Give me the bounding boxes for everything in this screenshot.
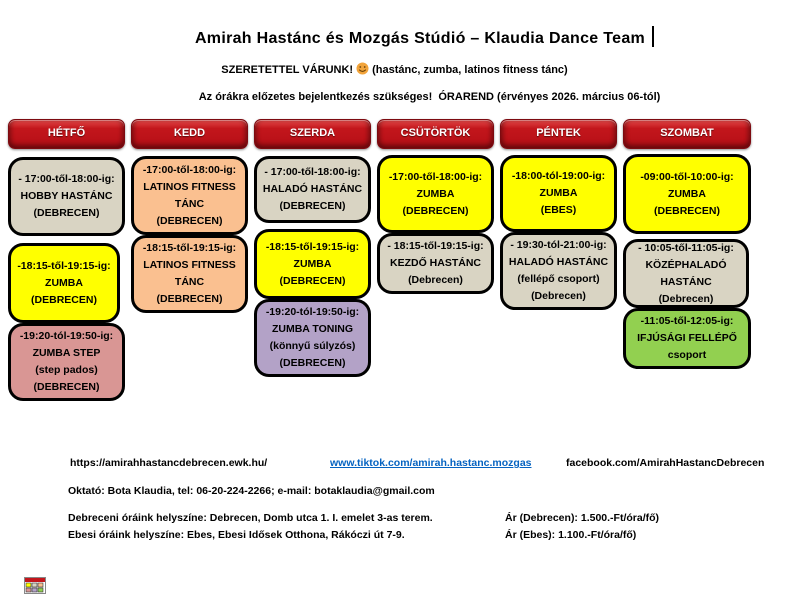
card-text-line: (DEBRECEN) [279,200,346,212]
card-text-line: -18:15-től-19:15-ig: [265,240,360,253]
instructor-contact: Oktató: Bota Klaudia, tel: 06-20-224-2266; e-mail: botaklaudia@gmail.com [68,485,435,497]
class-card [8,323,125,401]
tiktok-link[interactable]: www.tiktok.com/amirah.hastanc.mozgas [330,457,532,469]
class-card [623,154,751,234]
card-text-line: ZUMBA TONING [271,323,354,335]
card-text-line: -11:05-től-12:05-ig: [640,315,734,327]
card-text-line: -18:15-től-19:15-ig: [142,242,237,254]
card-text-line: -17:00-től-18:00-ig: [388,170,483,183]
card-text-line: - 18:15-től-19:15-ig: [387,240,484,252]
class-card [254,156,371,223]
welcome-row [0,62,789,78]
card-text-line: ZUMBA [416,187,455,200]
day-column [623,119,751,369]
class-card [623,308,751,369]
class-card [377,233,494,294]
welcome-note: (hastánc, zumba, latinos fitness tánc) [372,64,568,76]
card-text-line: (DEBRECEN) [279,357,346,369]
card-text-line: - 10:05-től-11:05-ig: [638,241,734,254]
class-card [623,239,749,308]
price-ebes: Ár (Ebes): 1.100.-Ft/óra/fő) [505,529,637,541]
card-text-line: KÖZÉPHALADÓ [645,258,727,271]
card-text-line: (könnyű súlyzós) [269,340,356,352]
card-text-line: -19:20-tól-19:50-ig: [265,306,360,318]
card-text-line: HALADÓ HASTÁNC [262,183,363,195]
website-link: https://amirahhastancdebrecen.ewk.hu/ [70,457,268,469]
card-text-line: LATINOS FITNESS [143,180,236,193]
card-text-line: ZUMBA STEP [32,347,101,359]
card-text-line: HOBBY HASTÁNC [20,190,113,202]
schedule-grid [8,119,751,401]
card-text-line: HALADÓ HASTÁNC [508,256,609,268]
card-text-line: (DEBRECEN) [33,381,100,393]
card-text-line: IFJÚSÁGI FELLÉPŐ [637,332,737,344]
card-text-line: (DEBRECEN) [156,214,223,227]
card-text-line: (EBES) [540,204,577,216]
card-text-line: (DEBRECEN) [654,204,720,217]
day-header-button: HÉTFŐ [8,119,125,149]
card-text-line: - 17:00-től-18:00-ig: [18,173,115,185]
card-text-line: (Debrecen) [531,290,586,302]
card-text-line: csoport [667,349,707,361]
price-debrecen: Ár (Debrecen): 1.500.-Ft/óra/fő) [505,512,660,524]
day-column [131,119,248,313]
class-card [254,299,371,377]
card-text-line: -18:15-től-19:15-ig: [17,259,111,272]
card-text-line: -09:00-től-10:00-ig: [640,170,734,183]
class-card [377,155,494,233]
info-row: Az órákra előzetes bejelentkezés szükséges! ÓRAREND (érvényes 2026. március 06-tól) [198,91,661,103]
class-card [8,157,125,236]
card-text-line: - 19:30-tól-21:00-ig: [510,239,607,251]
card-text-line: (Debrecen) [658,292,714,305]
class-card [131,156,248,235]
page-title-row [30,26,789,48]
page-title: Amirah Hastánc és Mozgás Stúdió – Klaudia Dance Team [194,30,646,47]
day-column [500,119,617,310]
card-text-line: (DEBRECEN) [31,293,97,306]
day-header-button: CSÜTÖRTÖK [377,119,494,149]
card-text-line: TÁNC [174,276,205,288]
class-card [254,229,371,299]
location-ebes: Ebesi óráink helyszíne: Ebes, Ebesi Idősek Otthona, Rákóczi út 7-9. [68,529,405,541]
class-card [500,232,617,310]
card-text-line: - 17:00-től-18:00-ig: [264,166,361,178]
day-column [377,119,494,294]
card-text-line: ZUMBA [539,187,578,199]
day-column [8,119,125,401]
class-card [131,235,248,313]
location-debrecen: Debreceni óráink helyszíne: Debrecen, Domb utca 1. I. emelet 3-as terem. [68,512,433,524]
smiley-face-icon [356,62,369,78]
card-text-line: -19:20-tól-19:50-ig: [19,330,114,342]
class-card [8,243,120,323]
card-text-line: HASTÁNC [660,275,712,288]
card-text-line: TÁNC [174,197,205,210]
card-text-line: (fellépő csoport) [517,273,600,285]
day-header-button: SZERDA [254,119,371,149]
card-text-line: (DEBRECEN) [33,207,100,219]
card-text-line: (DEBRECEN) [279,274,346,287]
facebook-link: facebook.com/AmirahHastancDebrecen [566,457,765,469]
card-text-line: -18:00-tól-19:00-ig: [511,170,606,182]
day-header-button: KEDD [131,119,248,149]
text-cursor-bar [652,26,654,47]
card-text-line: -17:00-től-18:00-ig: [142,163,237,176]
day-header-button: PÉNTEK [500,119,617,149]
card-text-line: (DEBRECEN) [402,204,469,217]
day-column [254,119,371,377]
card-text-line: (Debrecen) [408,274,463,286]
card-text-line: KEZDŐ HASTÁNC [390,257,481,269]
card-text-line: LATINOS FITNESS [143,259,236,271]
class-card [500,155,617,232]
card-text-line: (step pados) [35,364,98,376]
card-text-line: ZUMBA [668,187,706,200]
card-text-line: ZUMBA [45,276,83,289]
day-header-button: SZOMBAT [623,119,751,149]
card-text-line: ZUMBA [293,257,332,270]
card-text-line: (DEBRECEN) [156,293,223,305]
welcome-text: SZERETETTEL VÁRUNK! [221,64,354,76]
mini-table-icon [24,577,46,596]
